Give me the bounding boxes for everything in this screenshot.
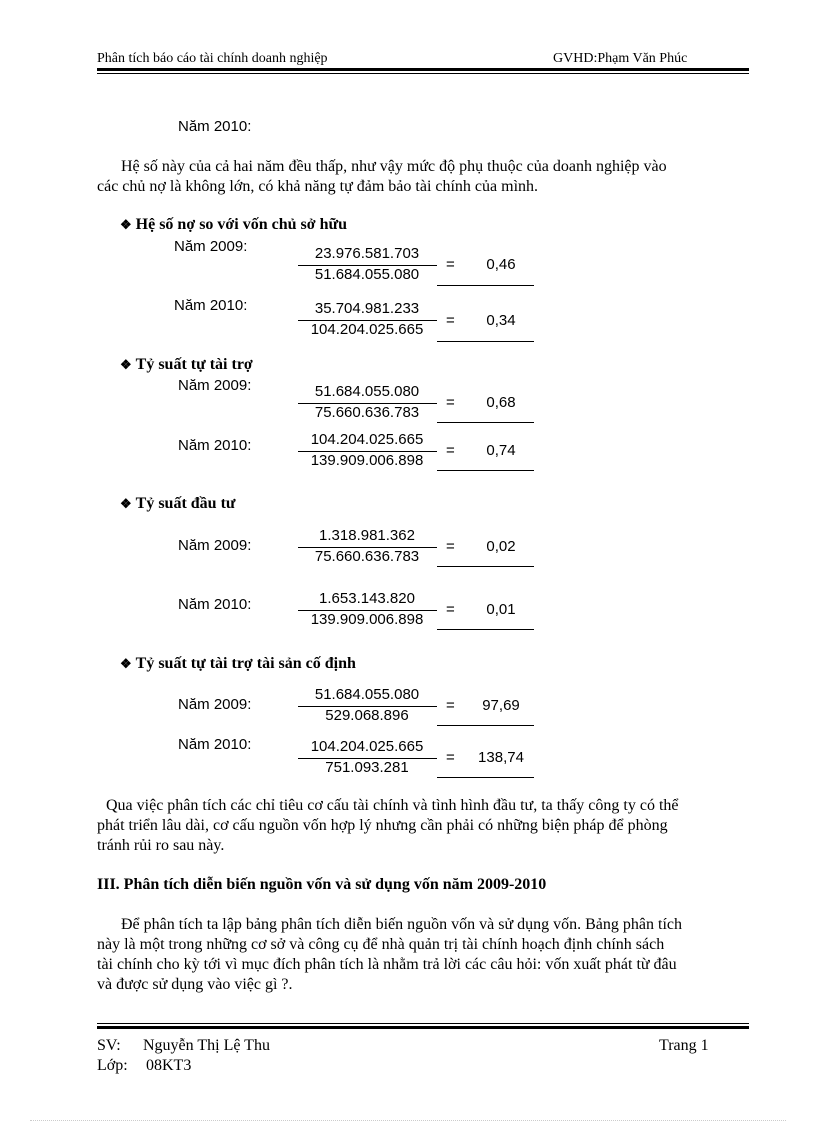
section-title: Tỷ suất tự tài trợ [135,356,253,373]
diamond-bullet-icon: ❖ [120,217,132,232]
section3-line-2: này là một trong những cơ sở và công cụ để nhà quản trị tài chính hoạch định chính sách [97,936,665,953]
conclusion-line-2: phát triển lâu dài, cơ cấu nguồn vốn hợp lý nhưng cần phải có những biện pháp để phòng [97,817,668,834]
result-underline [437,777,534,778]
row-year: Năm 2010: [178,437,252,454]
equals-sign: = [446,538,455,555]
row-year: Năm 2010: [178,596,252,613]
header-left: Phân tích báo cáo tài chính doanh nghiệp [97,51,328,66]
result-underline [437,629,534,630]
result-underline [437,566,534,567]
diamond-bullet-icon: ❖ [120,496,132,511]
section-title: Hệ số nợ so với vốn chủ sở hữu [135,216,347,233]
result-value: 97,69 [482,697,520,714]
result-value: 0,02 [486,538,516,555]
numerator: 104.204.025.665 [310,431,424,448]
top-year-label: Năm 2010: [178,118,252,135]
result-underline [437,285,534,286]
equals-sign: = [446,256,455,273]
result-underline [437,725,534,726]
intro-line-1: Hệ số này của cả hai năm đều thấp, như vậy mức độ phụ thuộc của doanh nghiệp vào [121,158,667,175]
result-underline [437,470,534,471]
denominator: 751.093.281 [325,759,409,776]
row-year: Năm 2010: [174,297,248,314]
denominator: 139.909.006.898 [310,611,424,628]
numerator: 104.204.025.665 [310,738,424,755]
equals-sign: = [446,601,455,618]
footer-class-label: Lớp: [97,1057,128,1074]
footer-page-number: Trang 1 [659,1037,709,1054]
header-right: GVHD:Phạm Văn Phúc [553,51,688,66]
numerator: 1.318.981.362 [319,527,415,544]
numerator: 51.684.055.080 [314,383,420,400]
numerator: 23.976.581.703 [314,245,420,262]
result-value: 0,74 [486,442,516,459]
row-year: Năm 2009: [174,238,248,255]
result-underline [437,422,534,423]
section3-line-1: Để phân tích ta lập bảng phân tích diễn biến nguồn vốn và sử dụng vốn. Bảng phân tích [121,916,682,933]
section-title: Tỷ suất đầu tư [135,495,236,512]
section3-heading: III. Phân tích diễn biến nguồn vốn và sử dụng vốn năm 2009-2010 [97,876,547,893]
equals-sign: = [446,312,455,329]
result-value: 138,74 [478,749,524,766]
denominator: 529.068.896 [325,707,409,724]
result-value: 0,46 [486,256,516,273]
denominator: 139.909.006.898 [310,452,424,469]
result-value: 0,01 [486,601,516,618]
footer-class-value: 08KT3 [146,1057,192,1074]
result-value: 0,34 [486,312,516,329]
header-rule-thin [97,73,749,74]
section-heading [120,216,347,234]
row-year: Năm 2009: [178,377,252,394]
result-value: 0,68 [486,394,516,411]
equals-sign: = [446,697,455,714]
conclusion-line-3: tránh rủi ro sau này. [97,837,225,854]
row-year: Năm 2009: [178,696,252,713]
numerator: 1.653.143.820 [319,590,415,607]
diamond-bullet-icon: ❖ [120,357,132,372]
diamond-bullet-icon: ❖ [120,656,132,671]
conclusion-line-1: Qua việc phân tích các chỉ tiêu cơ cấu tài chính và tình hình đầu tư, ta thấy công ty có thể [106,797,679,814]
numerator: 51.684.055.080 [314,686,420,703]
footer-sv-label: SV: [97,1037,121,1054]
intro-line-2: các chủ nợ là không lớn, có khả năng tự đảm bảo tài chính của mình. [97,178,539,195]
row-year: Năm 2009: [178,537,252,554]
equals-sign: = [446,442,455,459]
result-underline [437,341,534,342]
section-heading [120,655,356,673]
footer-rule-thin [97,1023,749,1024]
equals-sign: = [446,749,455,766]
section3-line-3: tài chính cho kỳ tới vì mục đích phân tích là nhằm trả lời các câu hỏi: vốn xuất phát từ đâu [97,956,677,973]
section3-line-4: và được sử dụng vào việc gì ?. [97,976,293,993]
footer-sv-name: Nguyễn Thị Lệ Thu [143,1037,270,1054]
section-heading [120,495,236,513]
denominator: 75.660.636.783 [314,548,420,565]
page-bottom-border [30,1120,786,1121]
row-year: Năm 2010: [178,736,252,753]
numerator: 35.704.981.233 [314,300,420,317]
denominator: 104.204.025.665 [310,321,424,338]
denominator: 75.660.636.783 [314,404,420,421]
section-heading [120,356,253,374]
equals-sign: = [446,394,455,411]
footer-rule-thick [97,1026,749,1029]
denominator: 51.684.055.080 [314,266,420,283]
header-rule-thick [97,68,749,71]
section-title: Tỷ suất tự tài trợ tài sản cố định [135,655,356,672]
